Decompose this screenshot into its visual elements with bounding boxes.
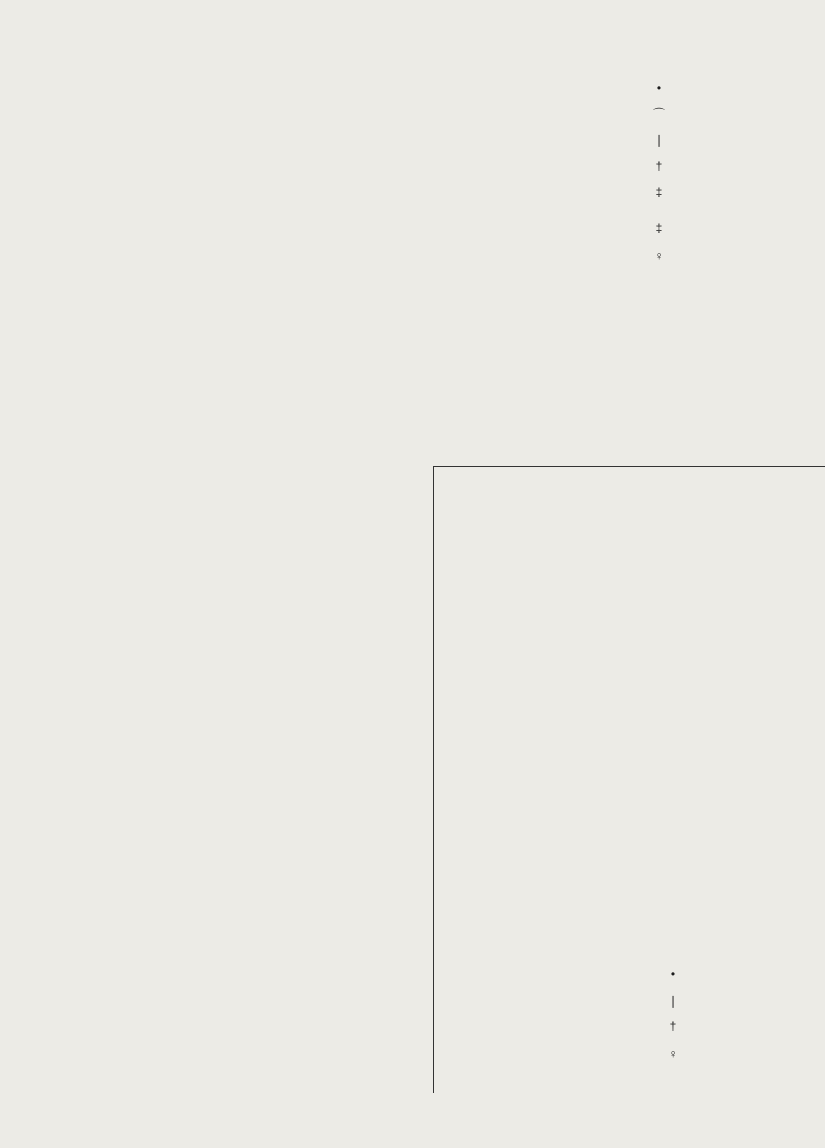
model13-legend-item-dreifach [652, 222, 671, 234]
model14-legend-item-lftm [666, 968, 685, 980]
stb-picot-icon: ♀ [668, 1047, 678, 1061]
model13-legend-item-fm [652, 134, 671, 146]
model13-legend-item-lftm [652, 82, 671, 94]
double-cross-bar-icon: ‡ [655, 185, 663, 199]
model14-legend-item-stb-picot [666, 1048, 685, 1060]
model14-crochet-chart [440, 530, 825, 975]
dot-icon: • [656, 81, 662, 95]
bar-icon: ❘ [653, 133, 665, 147]
model14-legend-item-fm [666, 995, 685, 1007]
model13-legend-item-stb [652, 160, 671, 172]
model14-legend-item-stb [666, 1020, 685, 1032]
cross-bar-icon: † [669, 1019, 677, 1033]
bar-icon: ❘ [667, 994, 679, 1008]
model13-legend-item-dstb [652, 186, 671, 198]
model13-legend-item-kettm [652, 108, 671, 120]
arc-icon: ⌒ [652, 107, 665, 121]
dot-icon: • [670, 967, 676, 981]
triple-cross-bar-icon: ‡ [655, 221, 663, 235]
picot-icon: ♀ [654, 249, 664, 263]
model13-legend-item-picot [652, 250, 671, 262]
cross-bar-icon: † [655, 159, 663, 173]
